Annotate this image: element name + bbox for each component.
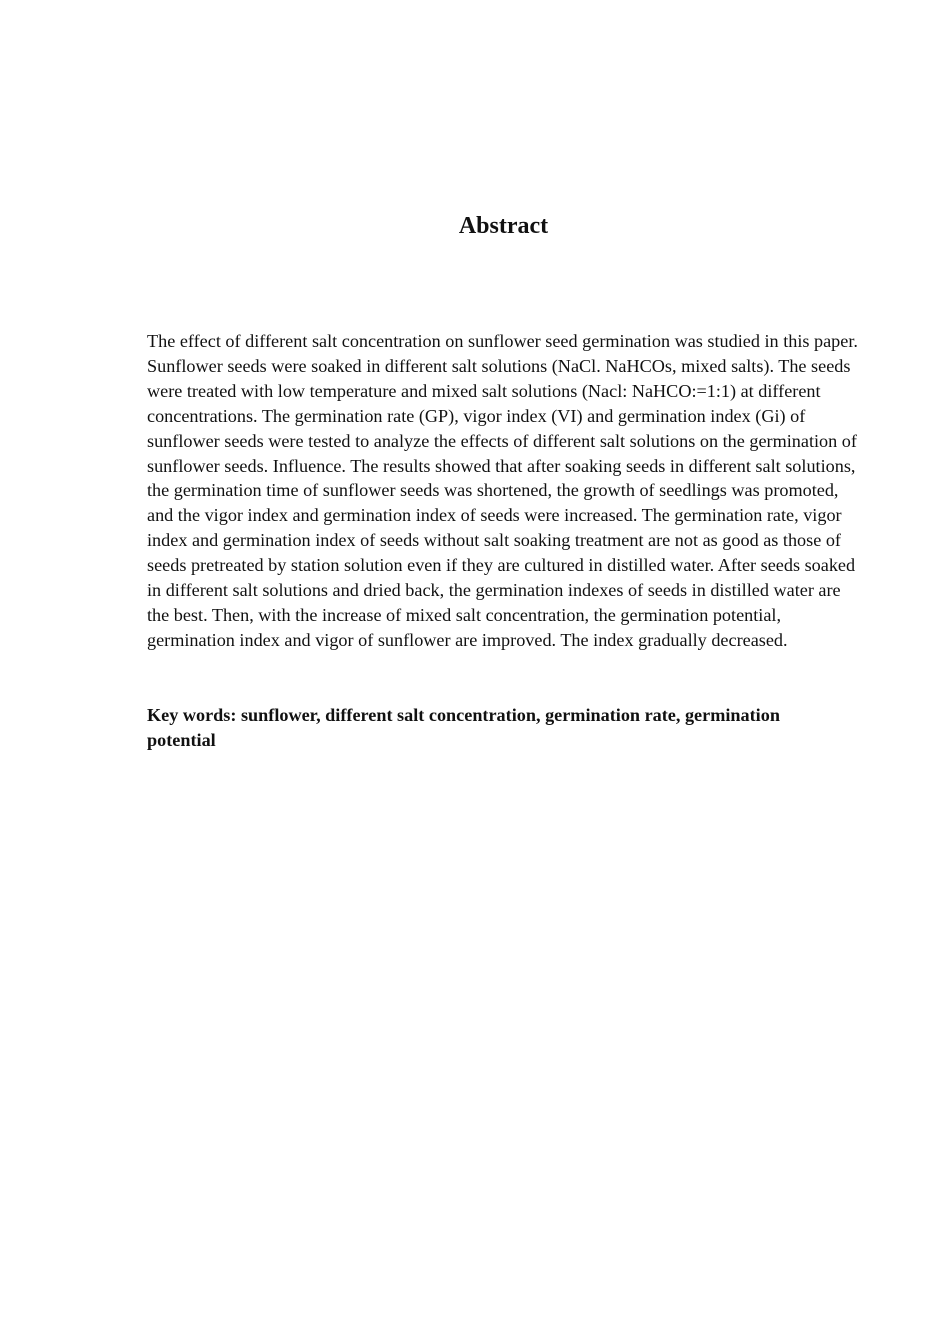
abstract-title: Abstract [458,213,549,239]
abstract-body: The effect of different salt concentration on sunflower seed germination was studied in this paper. Sunflower seeds were soaked in different salt solutions (NaCl. NaHCOs, mixed salts). The seeds were treated with low temperature and mixed salt solutions (Nacl: NaHCO:=1:1) at different concentrations. The germination rate (GP), vigor index (VI) and germination index (Gi) of sunflower seeds were tested to analyze the effects of different salt solutions on the germination of sunflower seeds. Influence. The results showed that after soaking seeds in different salt solutions, the germination time of sunflower seeds was shortened, the growth of seedlings was promoted, and the vigor index and germination index of seeds were increased. The germination rate, vigor index and germination index of seeds without salt soaking treatment are not as good as those of seeds pretreated by station solution even if they are cultured in distilled water. After seeds soaked in different salt solutions and dried back, the germination indexes of seeds in distilled water are the best. Then, with the increase of mixed salt concentration, the germination potential, germination index and vigor of sunflower are improved. The index gradually decreased. [147,331,858,650]
keywords-line: Key words: sunflower, different salt concentration, germination rate, germination potential [147,705,780,750]
